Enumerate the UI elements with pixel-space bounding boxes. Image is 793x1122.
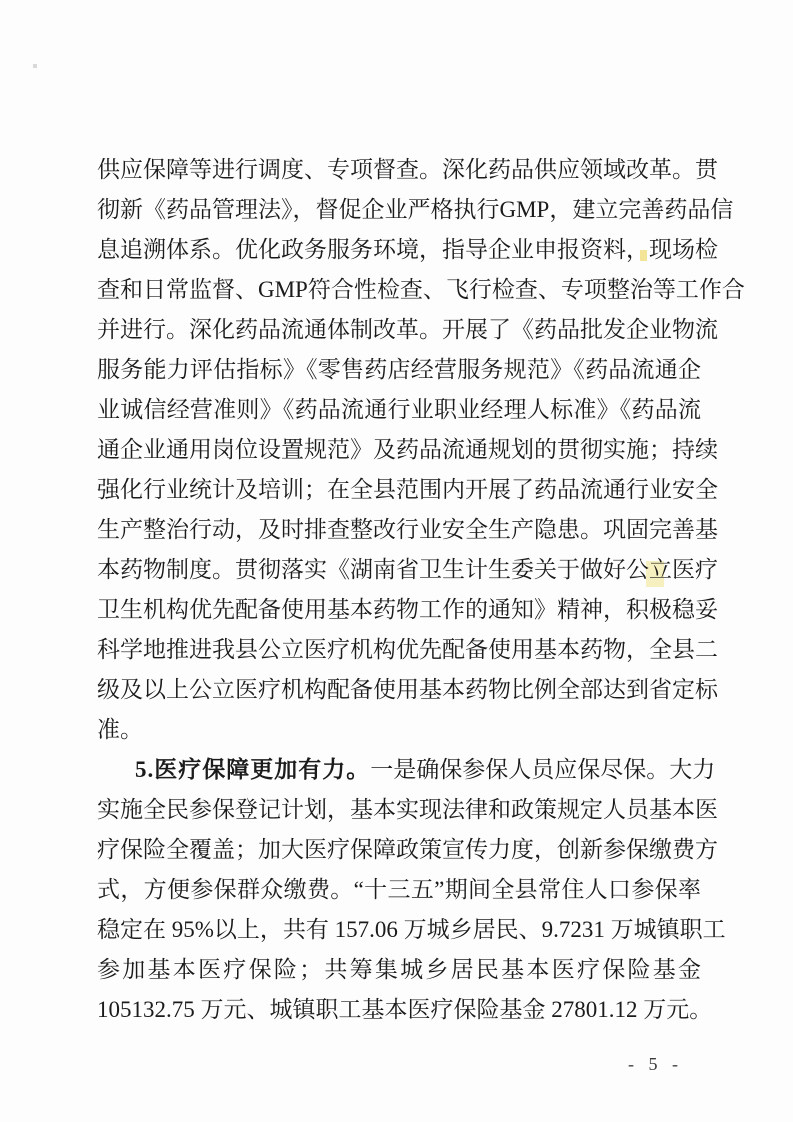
section-heading-text: 5.医疗保障更加有力。	[135, 757, 371, 782]
text-line: 供应保障等进行调度、专项督查。深化药品供应领域改革。贯	[97, 157, 718, 182]
text-line: 疗保险全覆盖；加大医疗保障政策宣传力度，创新参保缴费方	[97, 837, 718, 862]
text-line: 实施全民参保登记计划，基本实现法律和政策规定人员基本医	[97, 797, 718, 822]
document-body	[97, 150, 745, 1030]
text-line: 卫生机构优先配备使用基本药物工作的通知》精神，积极稳妥	[97, 597, 718, 622]
text-line: 5.医疗保障更加有力。一是确保参保人员应保尽保。大力	[135, 757, 716, 782]
text-line: 级及以上公立医疗机构配备使用基本药物比例全部达到省定标	[97, 677, 718, 702]
text-line: 强化行业统计及培训；在全县范围内开展了药品流通行业安全	[97, 477, 718, 502]
text-line: 息追溯体系。优化政务服务环境，指导企业申报资料，现场检	[97, 237, 718, 262]
text-line: 105132.75 万元、城镇职工基本医疗保险基金 27801.12 万元。	[97, 997, 713, 1022]
text-line: 通企业通用岗位设置规范》及药品流通规划的贯彻实施；持续	[97, 437, 718, 462]
paragraph	[97, 150, 745, 750]
text-line: 生产整治行动，及时排查整改行业安全生产隐患。巩固完善基	[97, 517, 718, 542]
scan-speck-artifact	[33, 64, 37, 68]
text-line: 并进行。深化药品流通体制改革。开展了《药品批发企业物流	[97, 317, 718, 342]
text-line: 参加基本医疗保险；共筹集城乡居民基本医疗保险基金	[97, 957, 701, 982]
text-line: 准。	[97, 717, 143, 742]
text-line: 查和日常监督、GMP符合性检查、飞行检查、专项整治等工作合	[97, 277, 745, 302]
text-line: 业诚信经营准则》《药品流通行业职业经理人标准》《药品流	[97, 397, 701, 422]
text-line: 本药物制度。贯彻落实《湖南省卫生计生委关于做好公立医疗	[97, 557, 718, 582]
text-line: 科学地推进我县公立医疗机构优先配备使用基本药物，全县二	[97, 637, 718, 662]
text-line: 服务能力评估指标》《零售药店经营服务规范》《药品流通企	[97, 357, 701, 382]
text-line: 式，方便参保群众缴费。“十三五”期间全县常住人口参保率	[97, 877, 701, 902]
text-line: 稳定在 95%以上，共有 157.06 万城乡居民、9.7231 万城镇职工	[97, 917, 726, 942]
paragraph	[97, 750, 726, 1030]
page-number: - 5 -	[628, 1054, 683, 1074]
text-line: 彻新《药品管理法》，督促企业严格执行GMP，建立完善药品信	[97, 197, 734, 222]
